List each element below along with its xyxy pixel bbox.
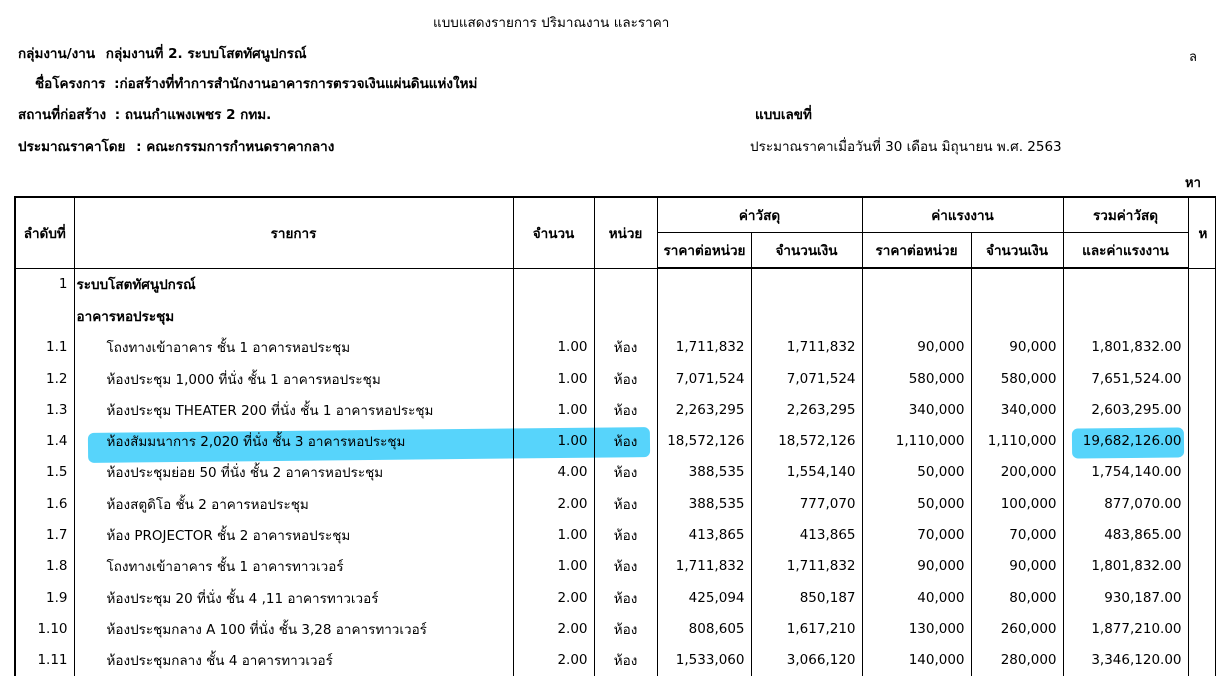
header-row-1 [15,197,1215,233]
labor-unit-price: 340,000 [862,394,971,425]
item-unit: ห้อง [594,457,657,488]
row-total: 1,754,140.00 [1063,457,1188,488]
material-amount: 1,711,832 [751,332,862,363]
material-amount: 2,263,295 [751,394,862,425]
item-unit: ห้อง [594,488,657,519]
labor-unit-price: 50,000 [862,488,971,519]
section-title: ระบบโสตทัศนูปกรณ์ [74,268,513,300]
item-no: 1.10 [15,613,74,644]
drawing-no-label: แบบเลขที่ [755,107,812,123]
item-qty: 2.00 [513,488,594,519]
estimate-date: ประมาณราคาเมื่อวันที่ 30 เดือน มิถุนายน พ.ศ. 2563 [750,139,1062,155]
row-total: 930,187.00 [1063,582,1188,613]
material-unit-price: 808,605 [657,613,751,644]
labor-amount: 80,000 [971,582,1063,613]
item-no: 1.3 [15,394,74,425]
cut-cell [1188,645,1215,676]
table-row [15,425,1215,456]
row-total: 19,682,126.00 [1063,425,1188,456]
site-label: สถานที่ก่อสร้าง [18,107,107,123]
material-amount: 413,865 [751,519,862,550]
work-group-line [18,42,306,64]
col-header-material: ค่าวัสดุ [657,197,862,233]
table-row [15,519,1215,550]
section-row [15,300,1215,331]
item-qty: 1.00 [513,519,594,550]
item-description: ห้องสตูดิโอ ชั้น 2 อาคารหอประชุม [74,488,513,519]
cut-cell [1188,519,1215,550]
item-description: ห้อง PROJECTOR ชั้น 2 อาคารหอประชุม [74,519,513,550]
col-header-unit: หน่วย [594,197,657,268]
estimated-by-value: : คณะกรรมการกำหนดราคากลาง [136,139,335,155]
item-unit: ห้อง [594,613,657,644]
table-row [15,613,1215,644]
site-value: : ถนนกำแพงเพชร 2 กทม. [114,107,272,123]
col-header-mat-amount: จำนวนเงิน [751,233,862,269]
labor-amount: 100,000 [971,488,1063,519]
item-description: โถงทางเข้าอาคาร ชั้น 1 อาคารหอประชุม [74,332,513,363]
section-no [15,300,74,331]
item-no: 1.1 [15,332,74,363]
material-unit-price: 388,535 [657,488,751,519]
labor-amount: 340,000 [971,394,1063,425]
labor-amount: 580,000 [971,363,1063,394]
item-unit: ห้อง [594,332,657,363]
material-amount: 1,554,140 [751,457,862,488]
material-unit-price: 425,094 [657,582,751,613]
estimated-by-line [18,135,334,157]
project-label: ชื่อโครงการ [35,76,106,92]
labor-unit-price: 140,000 [862,645,971,676]
labor-amount: 70,000 [971,519,1063,550]
item-unit: ห้อง [594,645,657,676]
table-row [15,394,1215,425]
table-row [15,332,1215,363]
section-title: อาคารหอประชุม [74,300,513,331]
item-qty: 1.00 [513,394,594,425]
material-amount: 1,617,210 [751,613,862,644]
cut-cell [1188,332,1215,363]
col-header-qty: จำนวน [513,197,594,268]
col-header-total-line2: และค่าแรงงาน [1063,233,1188,269]
item-qty: 2.00 [513,582,594,613]
item-no: 1.6 [15,488,74,519]
material-amount: 1,711,832 [751,551,862,582]
item-description: โถงทางเข้าอาคาร ชั้น 1 อาคารทาวเวอร์ [74,551,513,582]
labor-unit-price: 1,110,000 [862,425,971,456]
labor-unit-price: 90,000 [862,551,971,582]
col-header-item: รายการ [74,197,513,268]
col-header-lab-unit-price: ราคาต่อหน่วย [862,233,971,269]
item-qty: 2.00 [513,613,594,644]
project-value: :ก่อสร้างที่ทำการสำนักงานอาคารการตรวจเงินแผ่นดินแห่งใหม่ [114,76,478,92]
table-row [15,363,1215,394]
row-total: 3,346,120.00 [1063,645,1188,676]
table-row [15,645,1215,676]
material-unit-price: 7,071,524 [657,363,751,394]
material-unit-price: 388,535 [657,457,751,488]
item-unit: ห้อง [594,425,657,456]
material-amount: 7,071,524 [751,363,862,394]
item-description: ห้องประชุมกลาง A 100 ที่นั่ง ชั้น 3,28 อาคารทาวเวอร์ [74,613,513,644]
item-qty: 1.00 [513,363,594,394]
table-row [15,551,1215,582]
item-description: ห้องประชุมย่อย 50 ที่นั่ง ชั้น 2 อาคารหอประชุม [74,457,513,488]
material-unit-price: 1,533,060 [657,645,751,676]
item-qty: 2.00 [513,645,594,676]
material-unit-price: 413,865 [657,519,751,550]
labor-unit-price: 580,000 [862,363,971,394]
item-description: ห้องประชุมกลาง ชั้น 4 อาคารทาวเวอร์ [74,645,513,676]
cut-cell [1188,425,1215,456]
cut-cell [1188,551,1215,582]
section-no: 1 [15,268,74,300]
col-header-total-line1: รวมค่าวัสดุ [1063,197,1188,233]
labor-amount: 90,000 [971,332,1063,363]
cut-cell [1188,613,1215,644]
item-unit: ห้อง [594,394,657,425]
work-group-label: กลุ่มงาน/งาน [18,46,96,62]
cut-cell [1188,488,1215,519]
boq-table [14,196,1216,676]
item-description: ห้องสัมมนาการ 2,020 ที่นั่ง ชั้น 3 อาคารหอประชุม [74,425,513,456]
col-header-mat-unit-price: ราคาต่อหน่วย [657,233,751,269]
material-unit-price: 1,711,832 [657,332,751,363]
material-unit-price: 2,263,295 [657,394,751,425]
row-total: 1,877,210.00 [1063,613,1188,644]
item-no: 1.7 [15,519,74,550]
site-line [18,103,271,125]
item-qty: 4.00 [513,457,594,488]
labor-amount: 1,110,000 [971,425,1063,456]
material-unit-price: 1,711,832 [657,551,751,582]
row-total: 1,801,832.00 [1063,551,1188,582]
cut-cell [1188,394,1215,425]
labor-unit-price: 130,000 [862,613,971,644]
cut-cell [1188,363,1215,394]
item-unit: ห้อง [594,519,657,550]
item-description: ห้องประชุม THEATER 200 ที่นั่ง ชั้น 1 อาคารหอประชุม [74,394,513,425]
item-qty: 1.00 [513,425,594,456]
col-header-no: ลำดับที่ [15,197,74,268]
col-header-labor: ค่าแรงงาน [862,197,1063,233]
labor-amount: 90,000 [971,551,1063,582]
estimated-by-label: ประมาณราคาโดย [18,139,126,155]
row-total: 483,865.00 [1063,519,1188,550]
item-no: 1.8 [15,551,74,582]
work-group-value: กลุ่มงานที่ 2. ระบบโสตทัศนูปกรณ์ [105,46,307,62]
project-line [35,72,477,94]
labor-unit-price: 40,000 [862,582,971,613]
material-amount: 777,070 [751,488,862,519]
form-title: แบบแสดงรายการ ปริมาณงาน และราคา [433,15,670,31]
labor-unit-price: 50,000 [862,457,971,488]
item-qty: 1.00 [513,551,594,582]
item-no: 1.4 [15,425,74,456]
table-row [15,582,1215,613]
table-row [15,457,1215,488]
labor-unit-price: 90,000 [862,332,971,363]
material-unit-price: 18,572,126 [657,425,751,456]
labor-amount: 260,000 [971,613,1063,644]
cut-cell [1188,457,1215,488]
item-description: ห้องประชุม 20 ที่นั่ง ชั้น 4 ,11 อาคารทาวเวอร์ [74,582,513,613]
col-header-cut: ห [1188,197,1215,268]
edge-mark-page-right: หา [1185,176,1201,191]
row-total: 877,070.00 [1063,488,1188,519]
material-amount: 3,066,120 [751,645,862,676]
item-no: 1.2 [15,363,74,394]
item-unit: ห้อง [594,363,657,394]
item-description: ห้องประชุม 1,000 ที่นั่ง ชั้น 1 อาคารหอประชุม [74,363,513,394]
row-total: 7,651,524.00 [1063,363,1188,394]
col-header-lab-amount: จำนวนเงิน [971,233,1063,269]
section-row [15,268,1215,300]
item-unit: ห้อง [594,551,657,582]
item-unit: ห้อง [594,582,657,613]
table-row [15,488,1215,519]
item-qty: 1.00 [513,332,594,363]
row-total: 2,603,295.00 [1063,394,1188,425]
edge-mark-top-right: ล [1189,50,1197,65]
item-no: 1.5 [15,457,74,488]
row-total: 1,801,832.00 [1063,332,1188,363]
item-no: 1.9 [15,582,74,613]
labor-amount: 200,000 [971,457,1063,488]
labor-amount: 280,000 [971,645,1063,676]
cut-cell [1188,582,1215,613]
labor-unit-price: 70,000 [862,519,971,550]
material-amount: 850,187 [751,582,862,613]
material-amount: 18,572,126 [751,425,862,456]
item-no: 1.11 [15,645,74,676]
